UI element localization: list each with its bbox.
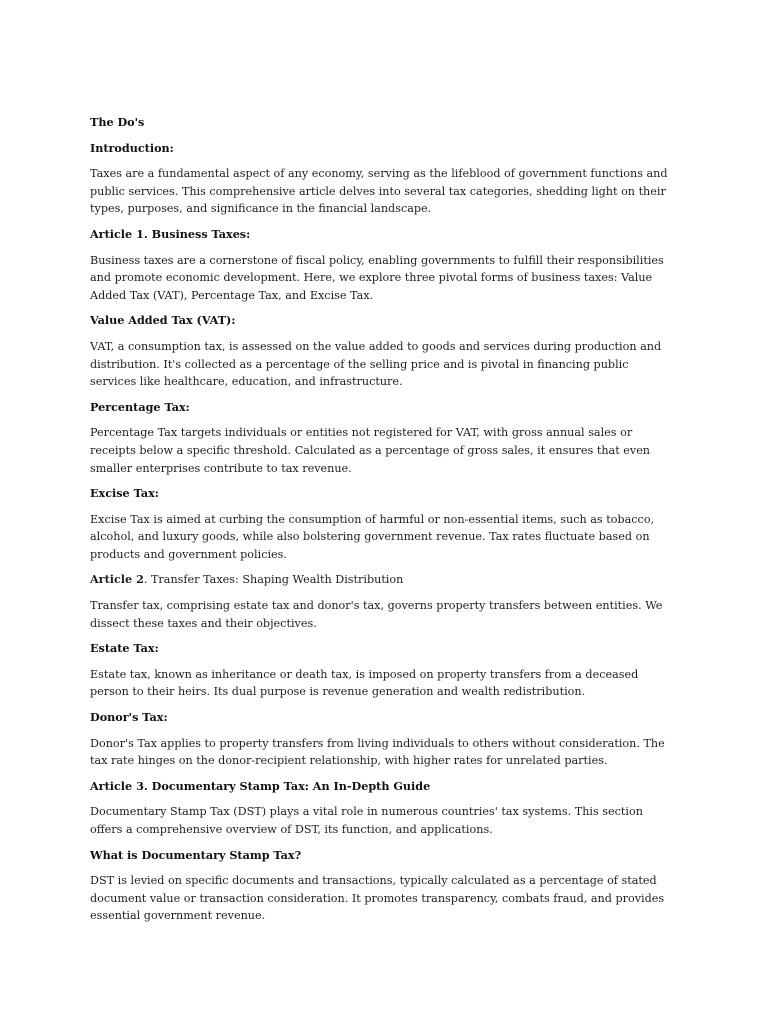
section-heading-vat: Value Added Tax (VAT): [90, 313, 236, 328]
section-body-percentage-tax: Percentage Tax targets individuals or entities not registered for VAT, with gross annual sales or receipts below a specific threshold. Calculated as a percentage of gross sales, it ensures that even smaller enterprises contribute to tax revenue. [90, 426, 651, 475]
article-3-title: . Documentary Stamp Tax: An In-Depth Guide [143, 778, 431, 793]
document-body [90, 114, 675, 933]
section-body-article-2: Transfer tax, comprising estate tax and donor's tax, governs property transfers between entities. We dissect these taxes and their objectives. [90, 599, 663, 630]
article-2-label: Article 2 [90, 572, 144, 587]
section-body-what-is-dst: DST is levied on specific documents and transactions, typically calculated as a percentage of stated document value or transaction consideration. It promotes transparency, combats fraud, and provides essential government revenue. [90, 874, 665, 923]
section-heading-donors-tax: Donor's Tax: [90, 710, 168, 725]
section-heading-estate-tax: Estate Tax: [90, 641, 159, 656]
section-heading-introduction: Introduction: [90, 140, 174, 155]
section-body-article-1: Business taxes are a cornerstone of fiscal policy, enabling governments to fulfill their responsibilities and promote economic development. Here, we explore three pivotal forms of business taxes: Value Added Tax (VAT), Percentage Tax, and Excise Tax. [90, 253, 664, 302]
section-body-estate-tax: Estate tax, known as inheritance or death tax, is imposed on property transfers from a deceased person to their heirs. Its dual purpose is revenue generation and wealth redistribution. [90, 667, 639, 699]
section-heading-article-3 [90, 778, 675, 796]
section-heading-article-1: Article 1. Business Taxes: [90, 226, 251, 241]
section-body-article-3: Documentary Stamp Tax (DST) plays a vital role in numerous countries' tax systems. This section offers a comprehensive overview of DST, its function, and applications. [90, 805, 643, 836]
section-body-vat: VAT, a consumption tax, is assessed on the value added to goods and services during production and distribution. It's collected as a percentage of the selling price and is pivotal in financing public services like healthcare, education, and infrastructure. [90, 339, 662, 389]
section-heading-what-is-dst: What is Documentary Stamp Tax? [90, 847, 302, 862]
article-2-title: . Transfer Taxes: Shaping Wealth Distribution [143, 573, 404, 587]
section-body-donors-tax: Donor's Tax applies to property transfers from living individuals to others without consideration. The tax rate hinges on the donor-recipient relationship, with higher rates for unrelated parties. [90, 736, 665, 768]
section-heading-article-2 [90, 571, 675, 589]
section-body-excise-tax: Excise Tax is aimed at curbing the consumption of harmful or non-essential items, such as tobacco, alcohol, and luxury goods, while also bolstering government revenue. Tax rates fluctuate based on products and government policies. [90, 512, 655, 561]
section-body-introduction: Taxes are a fundamental aspect of any economy, serving as the lifeblood of government functions and public services. This comprehensive article delves into several tax categories, shedding light on their types, purposes, and significance in the financial landscape. [90, 167, 668, 216]
section-heading-excise-tax: Excise Tax: [90, 486, 159, 501]
document-title: The Do's [90, 115, 145, 129]
article-3-label: Article 3 [90, 778, 144, 793]
section-heading-percentage-tax: Percentage Tax: [90, 399, 190, 414]
